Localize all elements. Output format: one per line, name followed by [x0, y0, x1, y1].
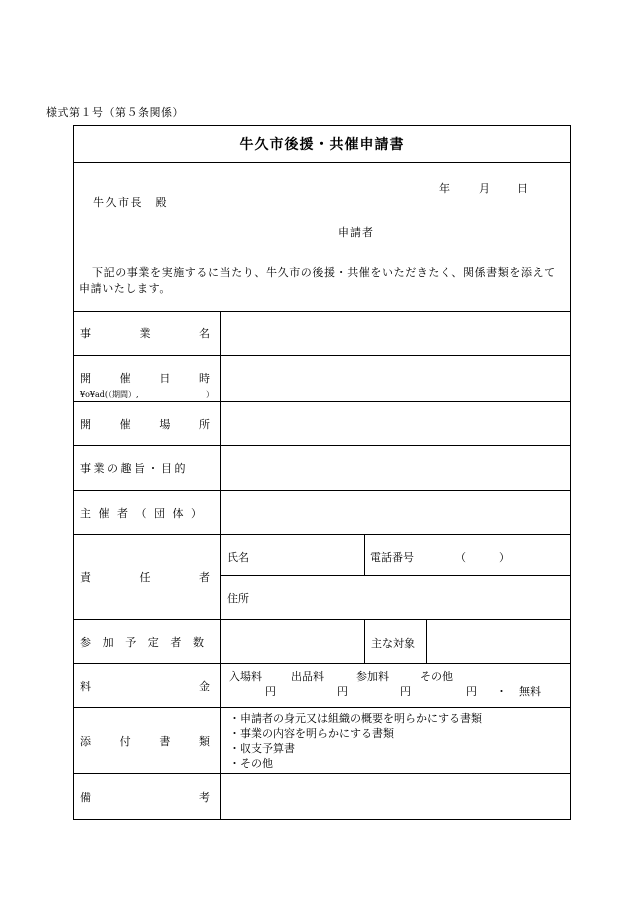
date-day: 日 — [517, 182, 528, 195]
label-char: 団 — [154, 506, 165, 520]
organizer-field[interactable] — [221, 491, 570, 534]
datetime-period-note — [80, 389, 214, 400]
label-char: 主 — [80, 506, 91, 520]
attachment-item: ・申請者の身元又は組織の概要を明らかにする書類 — [229, 712, 482, 725]
label-char: 者 — [199, 571, 210, 584]
label-char: 参 — [80, 635, 91, 649]
label-char: 所 — [198, 417, 210, 431]
addressee: 牛久市長 殿 — [93, 196, 168, 209]
label-venue — [74, 402, 221, 445]
row-responsible — [74, 535, 570, 620]
label-attachments — [74, 708, 221, 773]
label-char: 備 — [80, 790, 91, 804]
label-char: 名 — [199, 327, 210, 340]
row-remarks — [74, 774, 570, 819]
label-char: 体 — [172, 506, 184, 520]
label-char: 催 — [98, 506, 110, 520]
label-char: 者 — [117, 506, 128, 520]
label-participants — [74, 620, 221, 663]
date-month: 月 — [479, 182, 490, 195]
responsible-phone-label: 電話番号 — [370, 551, 414, 564]
fee-item: その他 — [420, 670, 453, 683]
row-fee — [74, 664, 570, 708]
participants-count-cell[interactable] — [221, 620, 365, 663]
form-title: 牛久市後援・共催申請書 — [74, 126, 570, 163]
fee-yen: 円 — [466, 685, 477, 698]
main-target-label: 主な対象 — [371, 637, 415, 650]
participants-fields — [221, 620, 570, 663]
fee-item: 入場料 — [229, 670, 262, 683]
applicant-label: 申請者 — [338, 226, 374, 239]
label-char: 類 — [198, 734, 210, 748]
attachment-item: ・その他 — [229, 757, 273, 770]
label-char: 者 — [170, 635, 182, 649]
main-target-label-cell — [365, 620, 427, 663]
fee-yen: 円 — [337, 685, 348, 698]
label-char: 業 — [139, 327, 151, 340]
attachment-list — [229, 711, 482, 771]
fee-item: 出品料 — [291, 670, 324, 683]
label-char: 任 — [139, 571, 151, 584]
row-datetime — [74, 356, 570, 402]
date-year: 年 — [439, 182, 450, 195]
period-note-text: ¥o¥ad(（期間）, — [80, 390, 139, 399]
label-char: 開 — [80, 417, 91, 431]
label-char: 時 — [198, 372, 210, 385]
label-organizer — [74, 491, 221, 534]
fee-yen: 円 — [400, 685, 411, 698]
responsible-phone-paren: （ ） — [455, 551, 510, 564]
application-body-text: 下記の事業を実施するに当たり、牛久市の後援・共催をいただきたく、関係書類を添えて申請いたします。 — [79, 266, 556, 295]
attachment-item: ・事業の内容を明らかにする書類 — [229, 727, 394, 740]
label-char: 責 — [80, 571, 91, 584]
label-char: 定 — [147, 635, 159, 649]
label-char: 加 — [102, 635, 114, 649]
remarks-field[interactable] — [221, 774, 570, 819]
fee-field[interactable] — [221, 664, 570, 707]
purpose-field[interactable] — [221, 446, 570, 490]
label-char: 付 — [119, 734, 131, 748]
responsible-phone-cell[interactable] — [365, 535, 570, 576]
row-event-name — [74, 311, 570, 356]
fee-separator: ・ — [496, 685, 507, 698]
application-form — [73, 125, 571, 820]
row-organizer — [74, 491, 570, 535]
venue-field[interactable] — [221, 402, 570, 445]
label-char: 料 — [80, 679, 91, 693]
period-note-close: ） — [206, 390, 214, 399]
responsible-address-label: 住所 — [227, 592, 249, 605]
main-target-cell[interactable] — [427, 620, 570, 663]
event-name-field[interactable] — [221, 311, 570, 355]
label-fee — [74, 664, 221, 707]
responsible-name-cell[interactable] — [221, 535, 365, 576]
attachment-item: ・収支予算書 — [229, 742, 295, 755]
label-remarks — [74, 774, 221, 819]
label-char: 日 — [159, 372, 171, 385]
attachments-field — [221, 708, 570, 773]
label-event-name — [74, 311, 221, 355]
datetime-field[interactable] — [221, 356, 570, 401]
fee-free: 無料 — [519, 685, 541, 698]
label-text: 事業の趣旨・目的 — [80, 462, 188, 475]
row-attachments — [74, 708, 570, 774]
label-purpose — [74, 446, 221, 490]
fee-yen: 円 — [265, 685, 276, 698]
label-char: 考 — [199, 790, 210, 804]
label-datetime — [74, 356, 221, 401]
row-participants — [74, 620, 570, 664]
responsible-fields — [221, 535, 570, 619]
label-char: 数 — [192, 635, 204, 649]
fee-item: 参加料 — [356, 670, 389, 683]
label-responsible — [74, 535, 221, 619]
label-char: 添 — [80, 734, 91, 748]
responsible-address-cell[interactable] — [221, 576, 570, 619]
label-char: ） — [191, 506, 202, 520]
row-purpose — [74, 446, 570, 491]
label-char: 場 — [159, 417, 171, 431]
label-char: 開 — [80, 372, 91, 385]
label-char: 催 — [119, 372, 131, 385]
responsible-name-label: 氏名 — [227, 551, 249, 564]
row-venue — [74, 402, 570, 446]
label-char: 予 — [125, 635, 137, 649]
application-section — [74, 162, 570, 312]
label-char: （ — [135, 506, 147, 520]
label-char: 催 — [119, 417, 131, 431]
label-char: 事 — [80, 327, 91, 340]
label-char: 金 — [199, 679, 210, 693]
label-char: 書 — [159, 734, 171, 748]
form-number: 様式第１号（第５条関係） — [46, 106, 184, 119]
